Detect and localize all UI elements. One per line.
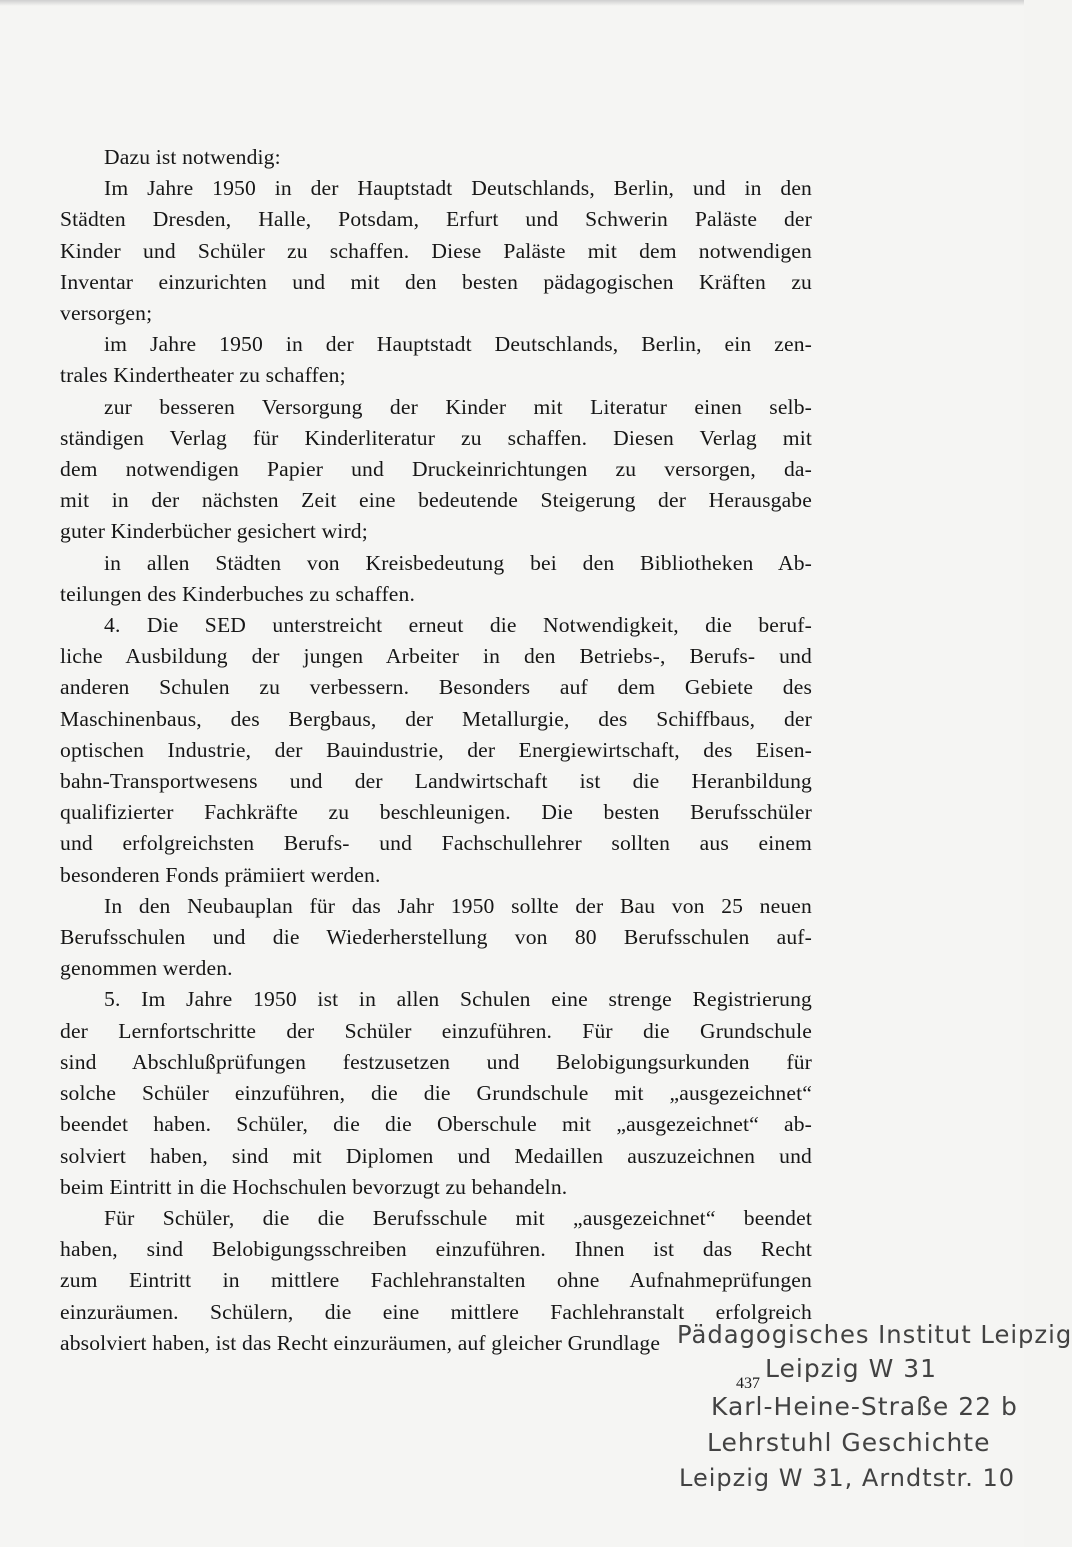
paragraph bbox=[60, 392, 812, 548]
text-line: zum Eintritt in mittlere Fachlehranstalten ohne Aufnahmeprüfungen bbox=[60, 1268, 812, 1293]
text-line: Für Schüler, die die Berufsschule mit „ausgezeichnet“ beendet bbox=[104, 1205, 812, 1230]
text-line: ständigen Verlag für Kinderliteratur zu schaffen. Diesen Verlag mit bbox=[60, 425, 812, 450]
text-line: sind Abschlußprüfungen festzusetzen und Belobigungsurkunden für bbox=[60, 1049, 812, 1074]
text-line: und erfolgreichsten Berufs- und Fachschullehrer sollten aus einem bbox=[60, 831, 812, 856]
stamp-address: Leipzig W 31, Arndtstr. 10 bbox=[679, 1464, 1015, 1492]
text-line: trales Kindertheater zu schaffen; bbox=[60, 363, 346, 388]
paragraph bbox=[60, 891, 812, 985]
text-line: versorgen; bbox=[60, 301, 153, 326]
text-line: besonderen Fonds prämiiert werden. bbox=[60, 862, 381, 887]
text-line: beim Eintritt in die Hochschulen bevorzugt zu behandeln. bbox=[60, 1174, 568, 1199]
text-line: Kinder und Schüler zu schaffen. Diese Paläste mit dem notwendigen bbox=[60, 238, 812, 263]
document-body bbox=[60, 142, 812, 1359]
text-line: mit in der nächsten Zeit eine bedeutende Steigerung der Herausgabe bbox=[60, 488, 812, 513]
text-line: in allen Städten von Kreisbedeutung bei den Bibliotheken Ab- bbox=[104, 550, 812, 575]
text-line: liche Ausbildung der jungen Arbeiter in den Betriebs-, Berufs- und bbox=[60, 644, 812, 669]
page-number: 437 bbox=[736, 1375, 760, 1392]
paragraph bbox=[60, 173, 812, 329]
paragraph bbox=[60, 329, 812, 391]
text-line: im Jahre 1950 in der Hauptstadt Deutschlands, Berlin, ein zen- bbox=[104, 332, 812, 357]
text-line: qualifizierter Fachkräfte zu beschleunigen. Die besten Berufsschüler bbox=[60, 800, 812, 825]
text-line: zur besseren Versorgung der Kinder mit Literatur einen selb- bbox=[104, 394, 812, 419]
stamp-street-text: Karl-Heine-Straße 22 b bbox=[711, 1392, 1018, 1421]
paragraph bbox=[60, 984, 812, 1202]
institute-stamp bbox=[677, 1316, 1072, 1496]
text-line: haben, sind Belobigungsschreiben einzuführen. Ihnen ist das Recht bbox=[60, 1237, 812, 1262]
text-line: guter Kinderbücher gesichert wird; bbox=[60, 519, 368, 544]
paragraph bbox=[60, 142, 812, 173]
text-line: dem notwendigen Papier und Druckeinrichtungen zu versorgen, da- bbox=[60, 457, 812, 482]
text-line: beendet haben. Schüler, die die Oberschule mit „ausgezeichnet“ ab- bbox=[60, 1112, 812, 1137]
text-line: Dazu ist notwendig: bbox=[104, 145, 281, 169]
stamp-street bbox=[711, 1392, 1018, 1421]
text-line: solviert haben, sind mit Diplomen und Medaillen auszuzeichnen und bbox=[60, 1143, 812, 1168]
text-line: anderen Schulen zu verbessern. Besonders auf dem Gebiete des bbox=[60, 675, 812, 700]
text-line: Maschinenbaus, des Bergbaus, der Metallurgie, des Schiffbaus, der bbox=[60, 706, 812, 731]
text-line: bahn-Transportwesens und der Landwirtschaft ist die Heranbildung bbox=[60, 769, 812, 794]
stamp-city: Leipzig W 31 bbox=[765, 1354, 938, 1383]
text-line: absolviert haben, ist das Recht einzuräumen, auf gleicher Grundlage bbox=[60, 1330, 661, 1355]
paragraph bbox=[60, 548, 812, 610]
text-line: 5. Im Jahre 1950 ist in allen Schulen eine strenge Registrierung bbox=[104, 987, 812, 1012]
text-line: genommen werden. bbox=[60, 956, 233, 981]
text-line: 4. Die SED unterstreicht erneut die Notwendigkeit, die beruf- bbox=[104, 613, 812, 638]
text-line: Inventar einzurichten und mit den besten pädagogischen Kräften zu bbox=[60, 269, 812, 294]
text-line: Berufsschulen und die Wiederherstellung von 80 Berufsschulen auf- bbox=[60, 925, 812, 950]
stamp-department: Lehrstuhl Geschichte bbox=[707, 1428, 991, 1457]
text-line: teilungen des Kinderbuches zu schaffen. bbox=[60, 581, 416, 606]
text-line: einzuräumen. Schülern, die eine mittlere Fachlehranstalt erfolgreich bbox=[60, 1299, 812, 1324]
text-line: optischen Industrie, der Bauindustrie, der Energiewirtschaft, des Eisen- bbox=[60, 737, 812, 762]
text-line: Städten Dresden, Halle, Potsdam, Erfurt und Schwerin Paläste der bbox=[60, 207, 812, 232]
stamp-institute-name: Pädagogisches Institut Leipzig bbox=[677, 1320, 1072, 1349]
paragraph bbox=[60, 610, 812, 891]
text-line: der Lernfortschritte der Schüler einzuführen. Für die Grundschule bbox=[60, 1018, 812, 1043]
text-line: In den Neubauplan für das Jahr 1950 sollte der Bau von 25 neuen bbox=[104, 893, 812, 918]
scan-edge bbox=[0, 0, 1024, 6]
text-line: solche Schüler einzuführen, die die Grundschule mit „ausgezeichnet“ bbox=[60, 1081, 812, 1106]
text-line: Im Jahre 1950 in der Hauptstadt Deutschlands, Berlin, und in den bbox=[104, 176, 812, 201]
